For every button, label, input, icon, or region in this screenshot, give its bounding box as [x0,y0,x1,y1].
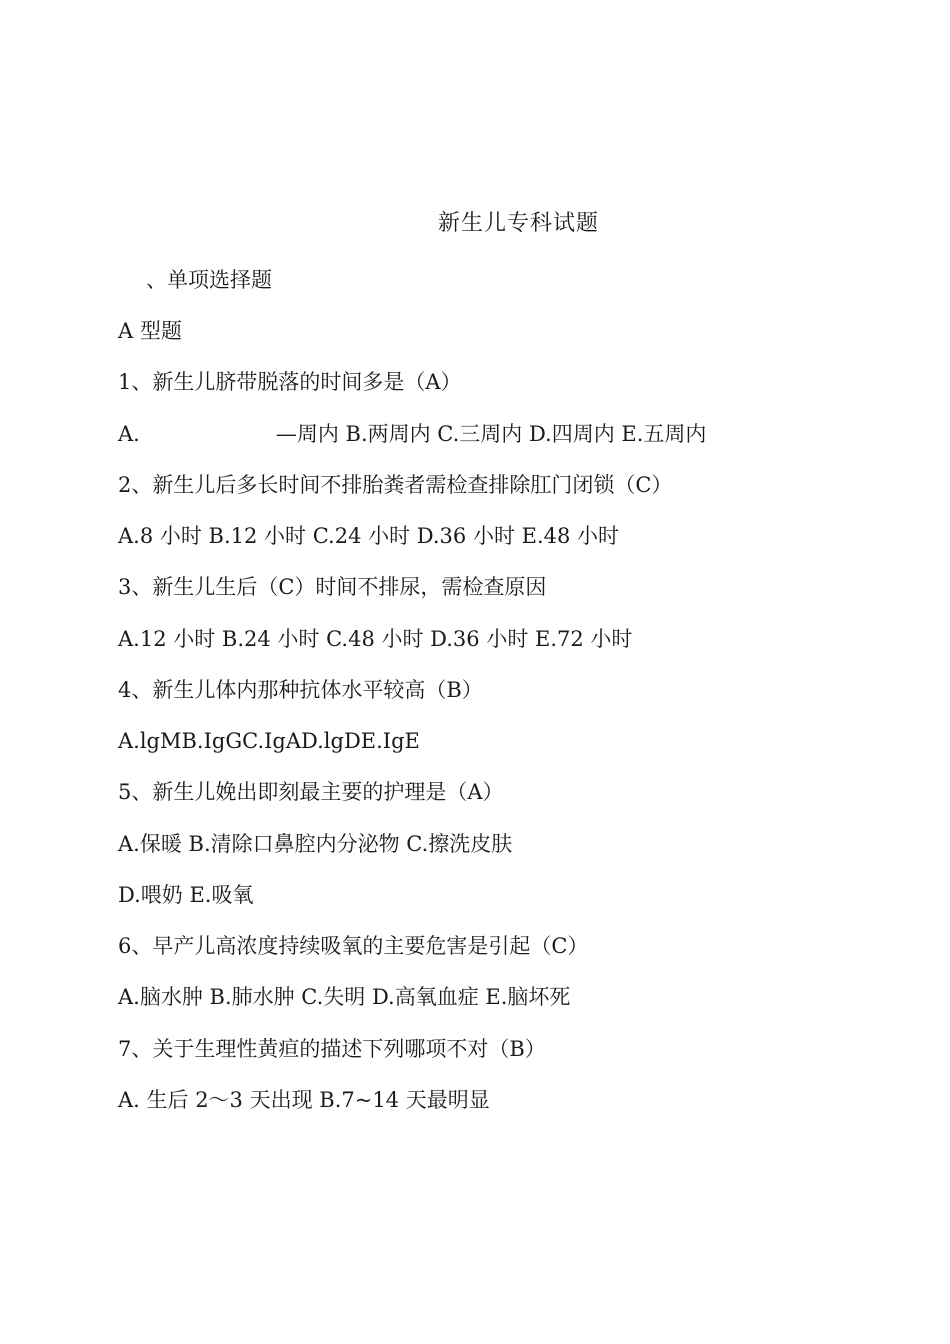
question-6-options: A.脑水肿 B.肺水肿 C.失明 D.高氧血症 E.脑坏死 [118,985,571,1009]
question-3: 3、新生儿生后（C）时间不排尿，需检查原因 [118,575,547,599]
question-2-options: A.8 小时 B.12 小时 C.24 小时 D.36 小时 E.48 小时 [118,524,620,548]
question-2: 2、新生儿后多长时间不排胎粪者需检查排除肛门闭锁（C） [118,473,673,497]
subsection-heading: A 型题 [118,319,182,343]
question-7: 7、关于生理性黄疸的描述下列哪项不对（B） [118,1037,546,1061]
question-5-options: A.保暖 B.清除口鼻腔内分泌物 C.擦洗皮肤 [118,832,513,856]
question-7-options: A. 生后 2〜3 天出现 B.7~14 天最明显 [118,1088,490,1112]
question-4-options: A.lgMB.IgGC.IgAD.lgDE.IgE [118,729,420,753]
question-1-options [118,420,706,448]
option-label: A. [118,422,140,446]
question-4: 4、新生儿体内那种抗体水平较高（B） [118,678,483,702]
question-3-options: A.12 小时 B.24 小时 C.48 小时 D.36 小时 E.72 小时 [118,627,633,651]
document-title: 新生儿专科试题 [438,211,600,236]
question-1: 1、新生儿脐带脱落的时间多是（A） [118,370,462,394]
option-text: —周内 B.两周内 C.三周内 D.四周内 E.五周内 [275,422,707,446]
question-5: 5、新生儿娩出即刻最主要的护理是（A） [118,780,504,804]
question-6: 6、早产儿高浓度持续吸氧的主要危害是引起（C） [118,934,589,958]
question-5-options-continued: D.喂奶 E.吸氧 [118,883,254,907]
section-heading: 、单项选择题 [146,268,272,292]
